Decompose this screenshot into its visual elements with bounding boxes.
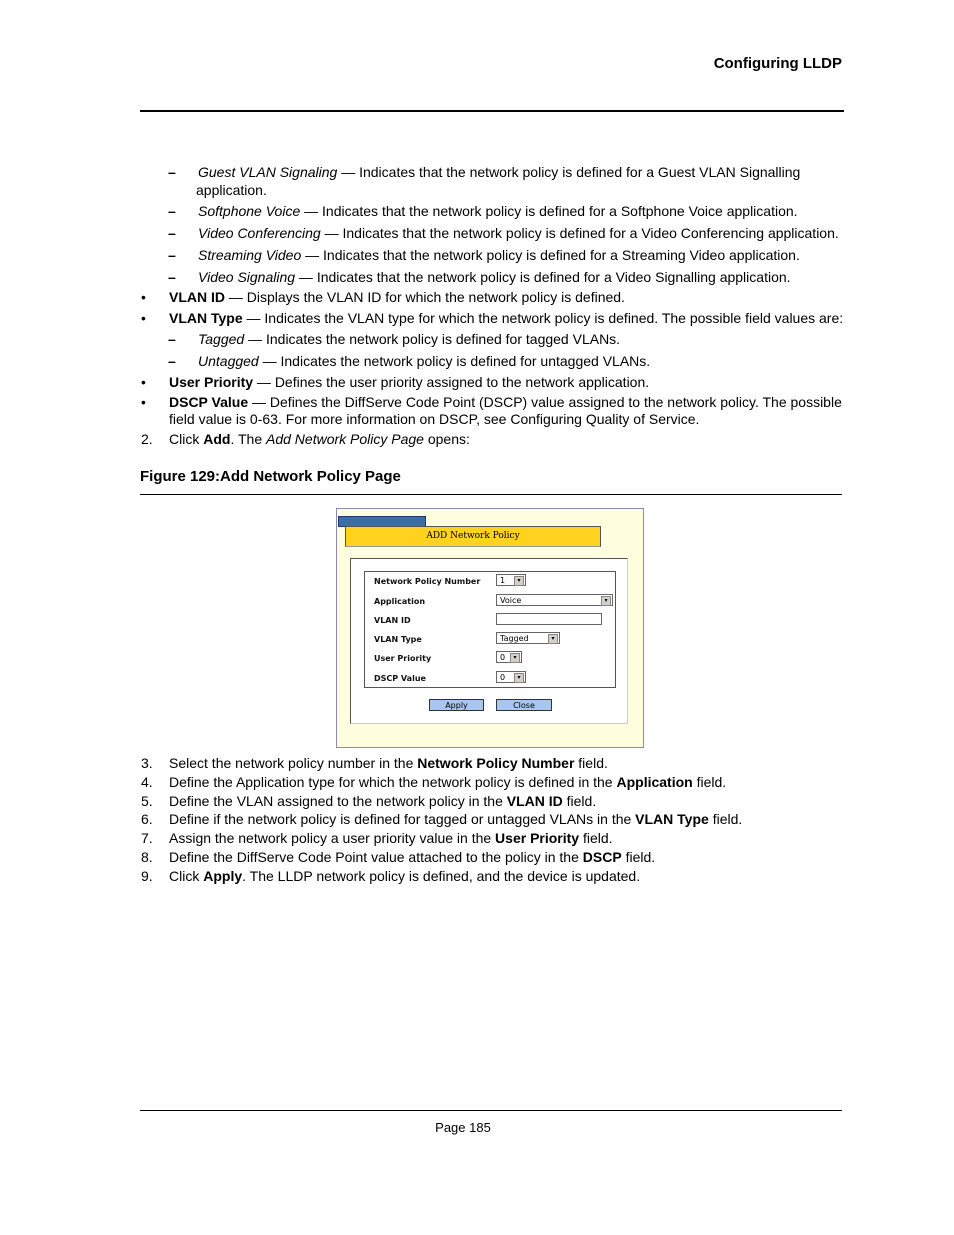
application-label: Application <box>374 597 426 606</box>
step-number: 5. <box>141 793 153 809</box>
dash-marker: – <box>168 164 176 180</box>
dscp-select[interactable]: 0 ▾ <box>496 671 526 683</box>
bullet-vlan-type: VLAN Type — Indicates the VLAN type for which the network policy is defined. The possible field values are: <box>169 310 844 326</box>
chevron-down-icon: ▾ <box>601 596 611 606</box>
step-number: 4. <box>141 774 153 790</box>
chevron-down-icon: ▾ <box>514 576 524 586</box>
dialog-panel <box>350 558 628 724</box>
bullet-marker: • <box>141 289 146 305</box>
dash-marker: – <box>168 269 176 285</box>
bullet-marker: • <box>141 374 146 390</box>
policy-number-label: Network Policy Number <box>374 577 481 586</box>
bullet-user-priority: User Priority — Defines the user priority assigned to the network application. <box>169 374 650 390</box>
header-rule <box>140 110 844 112</box>
step-number: 2. <box>141 431 153 447</box>
list-item-tagged: Tagged — Indicates the network policy is defined for tagged VLANs. <box>198 331 621 347</box>
bullet-marker: • <box>141 394 146 410</box>
dash-marker: – <box>168 353 176 369</box>
step-4: Define the Application type for which the network policy is defined in the Application field. <box>169 774 727 790</box>
policy-number-select[interactable]: 1 ▾ <box>496 574 526 586</box>
figure-caption: Figure 129:Add Network Policy Page <box>140 468 401 485</box>
figure-rule <box>140 494 842 495</box>
bullet-vlan-id: VLAN ID — Displays the VLAN ID for which the network policy is defined. <box>169 289 625 305</box>
page-number: Page 185 <box>435 1120 491 1135</box>
dialog-screenshot <box>336 508 644 748</box>
step-number: 7. <box>141 830 153 846</box>
step-number: 6. <box>141 811 153 827</box>
list-item-streaming: Streaming Video — Indicates that the network policy is defined for a Streaming Video application. <box>198 247 800 263</box>
list-item-softphone: Softphone Voice — Indicates that the network policy is defined for a Softphone Voice application. <box>198 203 798 219</box>
step-6: Define if the network policy is defined for tagged or untagged VLANs in the VLAN Type field. <box>169 811 743 827</box>
dash-marker: – <box>168 247 176 263</box>
step-7: Assign the network policy a user priority value in the User Priority field. <box>169 830 613 846</box>
bullet-dscp-cont: field value is 0-63. For more information on DSCP, see Configuring Quality of Service. <box>169 411 700 427</box>
chevron-down-icon: ▾ <box>514 673 524 683</box>
user-priority-label: User Priority <box>374 654 432 663</box>
step-number: 9. <box>141 868 153 884</box>
close-button[interactable]: Close <box>496 699 552 711</box>
vlan-id-input[interactable] <box>496 613 602 625</box>
bullet-marker: • <box>141 310 146 326</box>
step-9: Click Apply. The LLDP network policy is defined, and the device is updated. <box>169 868 641 884</box>
vlan-type-label: VLAN Type <box>374 635 422 644</box>
list-item-video-conf: Video Conferencing — Indicates that the network policy is defined for a Video Conferencing application. <box>198 225 839 241</box>
step-number: 3. <box>141 755 153 771</box>
step-5: Define the VLAN assigned to the network policy in the VLAN ID field. <box>169 793 597 809</box>
step-8: Define the DiffServe Code Point value attached to the policy in the DSCP field. <box>169 849 656 865</box>
apply-button[interactable]: Apply <box>429 699 484 711</box>
dash-marker: – <box>168 331 176 347</box>
form-box <box>364 571 616 688</box>
dialog-title: ADD Network Policy <box>345 526 601 547</box>
step-3: Select the network policy number in the Network Policy Number field. <box>169 755 608 771</box>
bullet-dscp: DSCP Value — Defines the DiffServe Code Point (DSCP) value assigned to the network policy. The possible <box>169 394 842 410</box>
dash-marker: – <box>168 203 176 219</box>
list-item-guest-vlan-cont: application. <box>196 182 267 198</box>
chevron-down-icon: ▾ <box>548 634 558 644</box>
list-item-untagged: Untagged — Indicates the network policy is defined for untagged VLANs. <box>198 353 651 369</box>
list-item-video-signal: Video Signaling — Indicates that the network policy is defined for a Video Signalling application. <box>198 269 791 285</box>
dscp-label: DSCP Value <box>374 674 426 683</box>
footer-rule <box>140 1110 842 1111</box>
section-title: Configuring LLDP <box>713 55 842 72</box>
chevron-down-icon: ▾ <box>510 653 520 663</box>
user-priority-select[interactable]: 0 ▾ <box>496 651 522 663</box>
step-number: 8. <box>141 849 153 865</box>
vlan-type-select[interactable]: Tagged ▾ <box>496 632 560 644</box>
application-select[interactable]: Voice ▾ <box>496 594 613 606</box>
dash-marker: – <box>168 225 176 241</box>
vlan-id-label: VLAN ID <box>374 616 411 625</box>
list-item-guest-vlan: Guest VLAN Signaling — Indicates that the network policy is defined for a Guest VLAN Signalling <box>198 164 801 180</box>
step-2: Click Add. The Add Network Policy Page opens: <box>169 431 470 447</box>
